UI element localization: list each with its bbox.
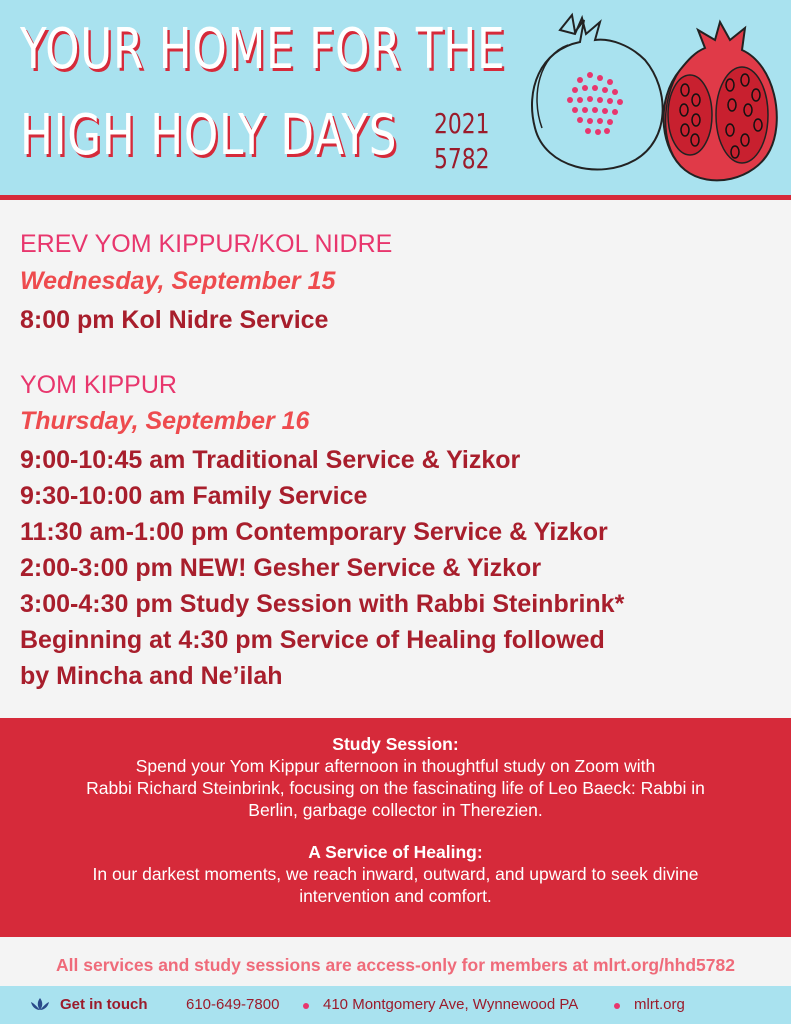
- outline-pomegranate-icon: [532, 15, 663, 170]
- seed-cluster-icon: [567, 72, 623, 135]
- info-box: [0, 718, 791, 937]
- service-item: Beginning at 4:30 pm Service of Healing followed: [20, 626, 605, 654]
- section-date-kol-nidre: Wednesday, September 15: [20, 267, 336, 295]
- study-session-heading: Study Session:: [332, 734, 459, 754]
- healing-service-heading: A Service of Healing:: [308, 842, 483, 862]
- study-session-line: Berlin, garbage collector in Therezien.: [248, 800, 543, 820]
- section-heading-kol-nidre: EREV YOM KIPPUR/KOL NIDRE: [20, 230, 393, 258]
- title-line-2: HIGH HOLY DAYS: [20, 103, 398, 168]
- get-in-touch-label: Get in touch: [60, 996, 148, 1013]
- footer-bar: [0, 986, 791, 1024]
- service-item: by Mincha and Ne’ilah: [20, 662, 283, 690]
- service-item: 3:00-4:30 pm Study Session with Rabbi Steinbrink*: [20, 590, 625, 618]
- service-item: 9:30-10:00 am Family Service: [20, 482, 368, 510]
- year-hebrew: 5782: [434, 142, 490, 175]
- service-item: 8:00 pm Kol Nidre Service: [20, 306, 329, 334]
- lotus-logo-icon: [28, 996, 52, 1012]
- healing-service-line: In our darkest moments, we reach inward, outward, and upward to seek divine: [92, 864, 699, 884]
- service-item: 9:00-10:45 am Traditional Service & Yizkor: [20, 446, 521, 474]
- healing-service-line: intervention and comfort.: [299, 886, 492, 906]
- website-link[interactable]: mlrt.org: [634, 996, 685, 1013]
- study-session-line: Rabbi Richard Steinbrink, focusing on the fascinating life of Leo Baeck: Rabbi in: [86, 778, 705, 798]
- title-line-1: YOUR HOME FOR THE: [20, 17, 506, 82]
- section-heading-yom-kippur: YOM KIPPUR: [20, 371, 177, 399]
- pomegranate-illustration-icon: [520, 10, 790, 195]
- phone-number[interactable]: 610-649-7800: [186, 996, 280, 1013]
- section-date-yom-kippur: Thursday, September 16: [20, 407, 310, 435]
- service-item: 2:00-3:00 pm NEW! Gesher Service & Yizkor: [20, 554, 542, 582]
- service-item: 11:30 am-1:00 pm Contemporary Service & Yizkor: [20, 518, 608, 546]
- study-session-line: Spend your Yom Kippur afternoon in thoughtful study on Zoom with: [135, 756, 656, 776]
- address: 410 Montgomery Ave, Wynnewood PA: [323, 996, 579, 1013]
- access-note: All services and study sessions are access-only for members at mlrt.org/hhd5782: [56, 955, 735, 975]
- red-pomegranate-icon: [664, 22, 777, 180]
- year-gregorian: 2021: [434, 107, 490, 140]
- separator-dot: [303, 1003, 309, 1009]
- header-banner: [0, 0, 791, 200]
- separator-dot: [614, 1003, 620, 1009]
